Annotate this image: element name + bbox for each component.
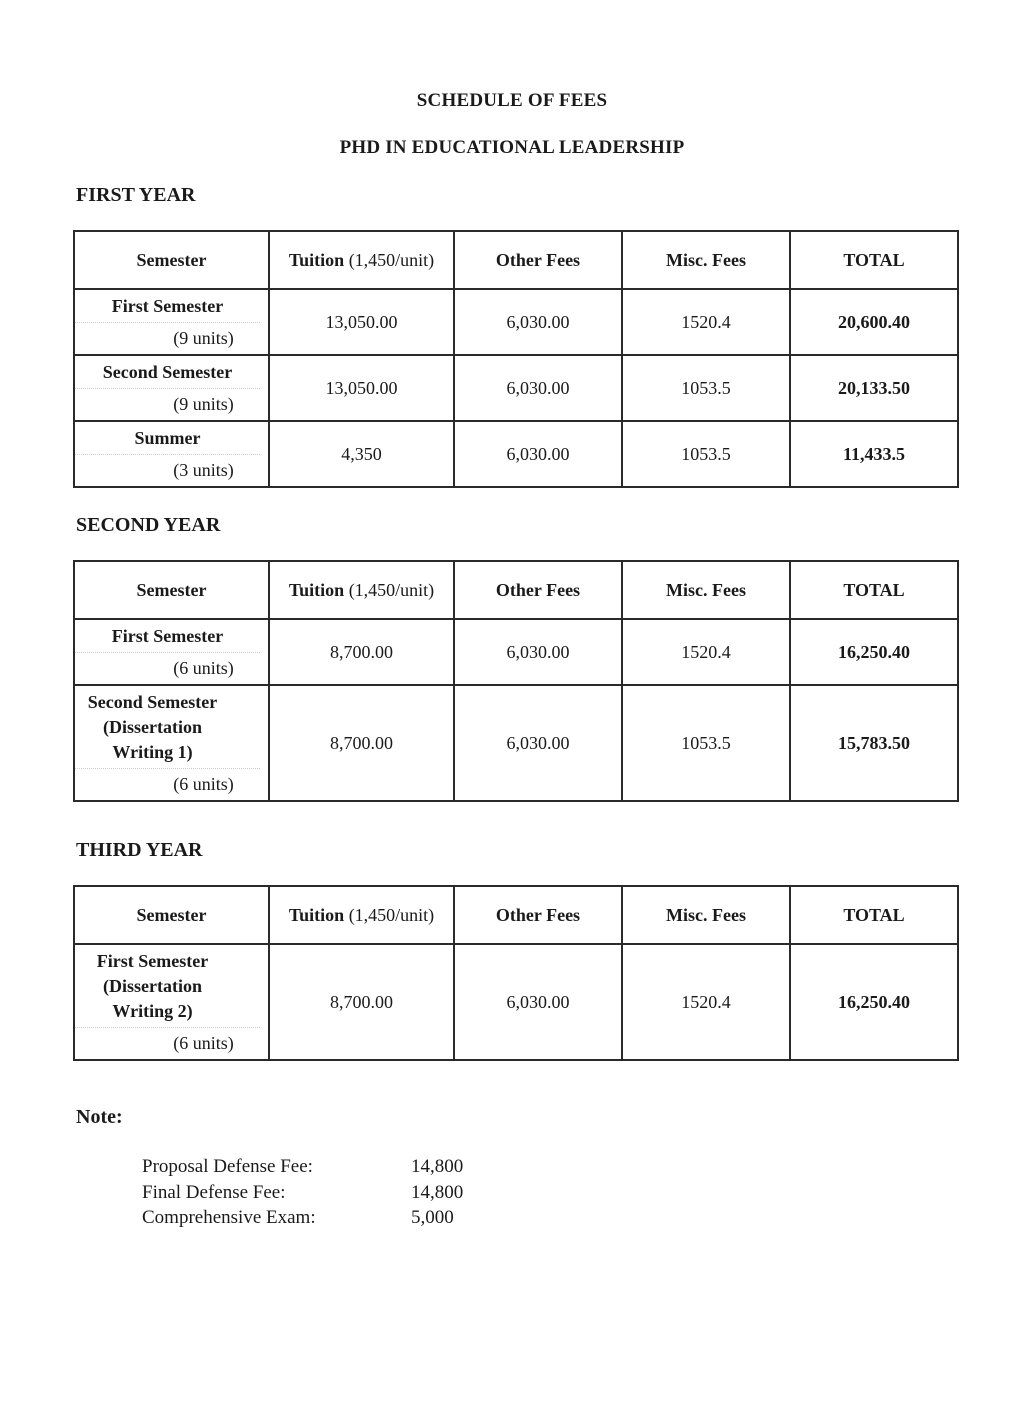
header-misc-fees: Misc. Fees <box>622 561 790 619</box>
table-row <box>74 421 958 487</box>
total-cell: 15,783.50 <box>790 685 958 801</box>
header-semester: Semester <box>74 231 269 289</box>
misc-fees-cell: 1053.5 <box>622 421 790 487</box>
year-heading-third: THIRD YEAR <box>76 839 203 861</box>
fees-table-first-year <box>73 230 959 488</box>
tuition-cell: 13,050.00 <box>269 289 454 355</box>
other-fees-cell: 6,030.00 <box>454 421 622 487</box>
semester-name: First Semester <box>75 290 260 323</box>
table-row <box>74 685 958 801</box>
list-item <box>142 1180 463 1206</box>
other-fees-cell: 6,030.00 <box>454 619 622 685</box>
tuition-cell: 8,700.00 <box>269 619 454 685</box>
table-row <box>74 289 958 355</box>
other-fees-cell: 6,030.00 <box>454 944 622 1060</box>
header-other-fees: Other Fees <box>454 886 622 944</box>
semester-units: (6 units) <box>173 1033 234 1053</box>
page-title: SCHEDULE OF FEES <box>416 90 608 111</box>
note-label: Comprehensive Exam: <box>142 1207 316 1228</box>
header-tuition-rate: (1,450/unit) <box>348 579 435 600</box>
semester-name: First Semester (Dissertation Writing 2) <box>75 945 260 1028</box>
semester-units: (9 units) <box>173 394 234 414</box>
header-total: TOTAL <box>790 231 958 289</box>
misc-fees-cell: 1520.4 <box>622 289 790 355</box>
total-cell: 16,250.40 <box>790 619 958 685</box>
semester-units: (6 units) <box>173 774 234 794</box>
note-label: Final Defense Fee: <box>142 1181 286 1203</box>
table-row <box>74 355 958 421</box>
table-row <box>74 944 958 1060</box>
header-tuition-label: Tuition <box>288 904 345 925</box>
total-cell: 16,250.40 <box>790 944 958 1060</box>
header-tuition <box>269 561 454 619</box>
header-tuition-label: Tuition <box>288 249 345 270</box>
semester-units: (9 units) <box>173 328 234 348</box>
header-other-fees: Other Fees <box>454 561 622 619</box>
header-semester: Semester <box>74 561 269 619</box>
semester-name: Second Semester <box>75 356 260 389</box>
list-item <box>142 1154 463 1180</box>
header-tuition-rate: (1,450/unit) <box>348 904 435 925</box>
table-row <box>74 619 958 685</box>
header-tuition <box>269 886 454 944</box>
misc-fees-cell: 1520.4 <box>622 619 790 685</box>
tuition-cell: 13,050.00 <box>269 355 454 421</box>
semester-cell <box>74 421 269 487</box>
total-cell: 20,133.50 <box>790 355 958 421</box>
page-subtitle: PHD IN EDUCATIONAL LEADERSHIP <box>339 137 685 158</box>
misc-fees-cell: 1053.5 <box>622 355 790 421</box>
semester-name: Summer <box>75 422 260 455</box>
semester-units: (3 units) <box>173 460 234 480</box>
semester-cell <box>74 619 269 685</box>
header-tuition-label: Tuition <box>288 579 345 600</box>
semester-name: First Semester <box>75 620 260 653</box>
misc-fees-cell: 1520.4 <box>622 944 790 1060</box>
header-tuition-rate: (1,450/unit) <box>348 249 435 270</box>
total-cell: 11,433.5 <box>790 421 958 487</box>
fees-table-second-year <box>73 560 959 802</box>
semester-cell <box>74 944 269 1060</box>
other-fees-cell: 6,030.00 <box>454 685 622 801</box>
semester-name: Second Semester (Dissertation Writing 1) <box>75 686 260 769</box>
header-tuition <box>269 231 454 289</box>
tuition-cell: 4,350 <box>269 421 454 487</box>
semester-cell <box>74 355 269 421</box>
semester-cell <box>74 289 269 355</box>
note-heading: Note: <box>76 1106 123 1128</box>
total-cell: 20,600.40 <box>790 289 958 355</box>
tuition-cell: 8,700.00 <box>269 944 454 1060</box>
header-misc-fees: Misc. Fees <box>622 231 790 289</box>
other-fees-cell: 6,030.00 <box>454 289 622 355</box>
note-value: 14,800 <box>411 1181 464 1203</box>
header-semester: Semester <box>74 886 269 944</box>
header-misc-fees: Misc. Fees <box>622 886 790 944</box>
header-other-fees: Other Fees <box>454 231 622 289</box>
other-fees-cell: 6,030.00 <box>454 355 622 421</box>
tuition-cell: 8,700.00 <box>269 685 454 801</box>
table-header-row <box>74 561 958 619</box>
note-value: 14,800 <box>411 1156 464 1177</box>
table-header-row <box>74 231 958 289</box>
header-total: TOTAL <box>790 886 958 944</box>
year-heading-second: SECOND YEAR <box>76 514 221 536</box>
note-list <box>142 1154 463 1231</box>
note-label: Proposal Defense Fee: <box>142 1156 313 1177</box>
list-item <box>142 1205 463 1231</box>
semester-cell <box>74 685 269 801</box>
year-heading-first: FIRST YEAR <box>76 184 196 206</box>
fees-table-third-year <box>73 885 959 1061</box>
semester-units: (6 units) <box>173 658 234 678</box>
table-header-row <box>74 886 958 944</box>
header-total: TOTAL <box>790 561 958 619</box>
note-value: 5,000 <box>411 1207 454 1228</box>
misc-fees-cell: 1053.5 <box>622 685 790 801</box>
